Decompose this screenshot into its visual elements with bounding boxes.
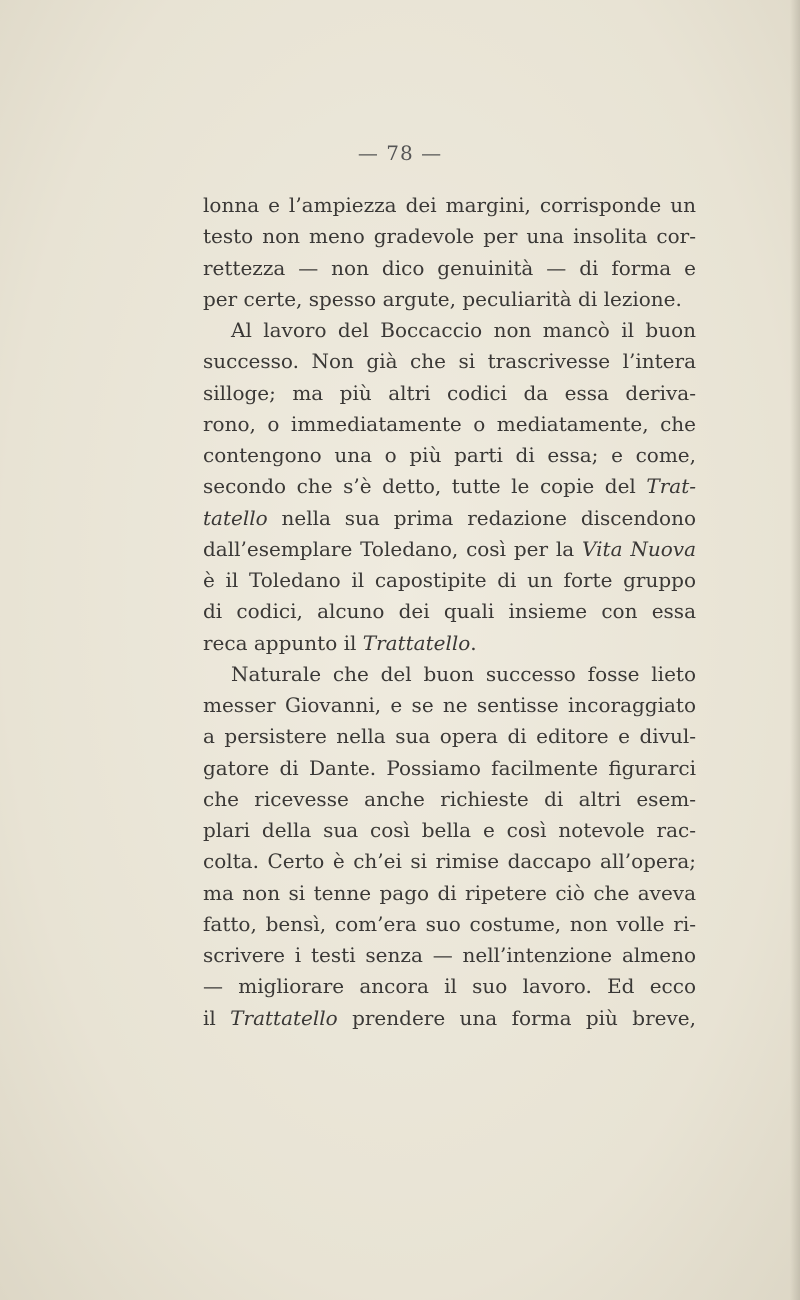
text-segment: lonna e l’ampiezza dei margini, corrisponde un [203, 193, 696, 217]
text-line [203, 440, 696, 471]
text-segment: fatto, bensì, com’era suo costume, non volle ri- [203, 911, 696, 936]
page-number: — 78 — [357, 141, 443, 165]
text-segment: dall’esemplare Toledano, così per la [203, 536, 583, 561]
text-segment: silloge; ma più altri codici da essa deriva- [203, 380, 696, 405]
text-line [203, 815, 696, 846]
text-segment: rettezza — non dico genuinità — di forma e [203, 255, 696, 280]
text-line [203, 503, 696, 534]
text-segment: rono, o immediatamente o mediatamente, che [203, 411, 696, 436]
text-segment: successo. Non già che si trascrivesse l’intera [203, 349, 696, 374]
text-line [203, 378, 696, 409]
text-line [203, 221, 696, 252]
text-segment: per certe, spesso argute, peculiarità di lezione. [203, 286, 682, 311]
text-line [203, 471, 696, 502]
text-segment: plari della sua così bella e così notevole rac- [203, 818, 696, 842]
text-segment: scrivere i testi senza — nell’intenzione almeno [203, 943, 696, 967]
text-segment: ma non si tenne pago di ripetere ciò che aveva [203, 880, 696, 905]
text-line [203, 909, 696, 940]
text-segment: di codici, alcuno dei quali insieme con essa [203, 599, 696, 624]
text-segment: reca appunto il [203, 630, 363, 655]
text-line [203, 659, 696, 690]
text-line [203, 721, 696, 752]
text-line [203, 784, 696, 815]
text-line [203, 315, 696, 346]
italic-title: Vita Nuova [582, 536, 696, 561]
text-line [203, 534, 696, 565]
text-line [203, 846, 696, 877]
italic-title: Trattatello [230, 1005, 338, 1030]
italic-title: Trattatello [362, 630, 471, 655]
body-text [203, 190, 696, 1034]
text-segment: il [203, 1005, 231, 1030]
text-segment: contengono una o più parti di essa; e come, [203, 443, 696, 467]
text-segment: Naturale che del buon successo fosse lieto [231, 661, 696, 686]
text-segment: . [470, 630, 477, 655]
text-segment: secondo che s’è detto, tutte le copie del [203, 474, 647, 499]
italic-title: Trat- [646, 474, 696, 499]
text-line [203, 346, 696, 377]
text-line [203, 971, 696, 1002]
text-line [203, 596, 696, 627]
text-line [203, 253, 696, 284]
text-line [203, 878, 696, 909]
text-line [203, 753, 696, 784]
text-line [203, 190, 696, 221]
text-segment: testo non meno gradevole per una insolita cor- [203, 224, 696, 249]
text-line [203, 690, 696, 721]
text-segment: che ricevesse anche richieste di altri esem- [203, 786, 696, 811]
text-segment: — migliorare ancora il suo lavoro. Ed ecco [203, 974, 696, 999]
text-line [203, 940, 696, 971]
text-segment: messer Giovanni, e se ne sentisse incoraggiato [203, 693, 696, 717]
text-line [203, 284, 696, 315]
text-segment: a persistere nella sua opera di editore e divul- [203, 724, 696, 749]
text-segment: nella sua prima redazione discendono [267, 505, 696, 530]
text-line [203, 1003, 696, 1034]
text-line [203, 628, 696, 659]
text-segment: colta. Certo è ch’ei si rimise daccapo all’opera; [203, 849, 696, 874]
text-line [203, 409, 696, 440]
text-line [203, 565, 696, 596]
text-segment: Al lavoro del Boccaccio non mancò il buon [231, 318, 696, 342]
text-segment: è il Toledano il capostipite di un forte gruppo [203, 568, 696, 592]
page-edge-shadow [790, 0, 800, 1300]
text-segment: gatore di Dante. Possiamo facilmente figurarci [203, 755, 696, 780]
text-segment: prendere una forma più breve, [337, 1005, 696, 1030]
italic-title: tatello [203, 505, 268, 530]
